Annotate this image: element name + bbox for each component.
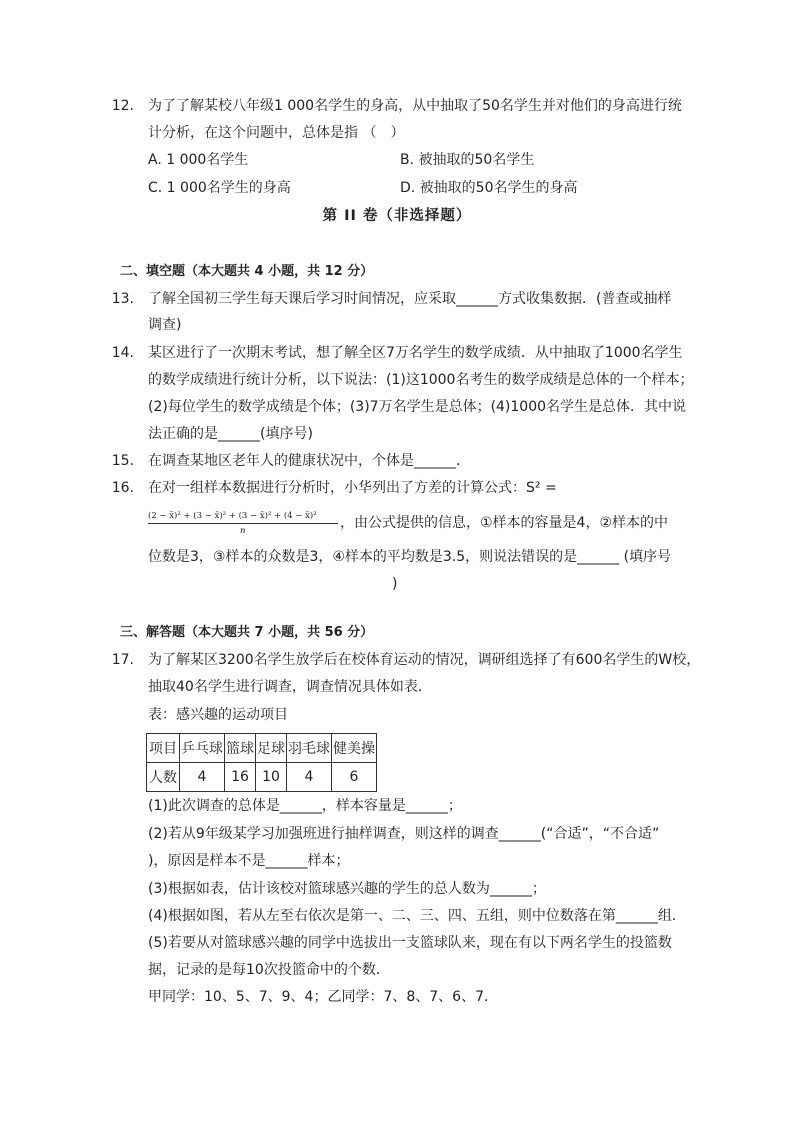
table-row bbox=[147, 763, 377, 792]
question-number-13: 13. bbox=[111, 291, 134, 307]
table-cell: 16 bbox=[225, 763, 256, 792]
question-14-text-line1: 某区进行了一次期末考试，想了解全区7万名学生的数学成绩．从中抽取了1000名学生 bbox=[148, 345, 683, 361]
question-17-part-5-line1: (5)若要从对篮球感兴趣的同学中选拔出一支篮球队来，现在有以下两名学生的投篮数 bbox=[148, 935, 672, 951]
question-17-text-line2: 抽取40名学生进行调查，调查情况具体如表． bbox=[148, 679, 432, 695]
section-3-heading: 三、解答题（本大题共 7 小题，共 56 分） bbox=[120, 625, 374, 640]
variance-formula-fraction-bar bbox=[148, 523, 338, 524]
question-number-15: 15. bbox=[111, 453, 134, 469]
variance-formula-denominator: n bbox=[240, 526, 246, 536]
question-16-text-line1: 在对一组样本数据进行分析时，小华列出了方差的计算公式：S² = bbox=[148, 480, 557, 496]
table-cell: 6 bbox=[332, 763, 377, 792]
table-cell: 4 bbox=[287, 763, 332, 792]
question-17-part-2-line2: )，原因是样本不是______样本； bbox=[148, 853, 350, 869]
question-13-text-line1: 了解全国初三学生每天课后学习时间情况，应采取______方式收集数据．(普查或抽样 bbox=[148, 291, 672, 307]
question-14-text-line4: 法正确的是______(填序号) bbox=[148, 426, 313, 442]
question-16-text-line3: 位数是3，③样本的众数是3，④样本的平均数是3.5，则说法错误的是______ (填序号 bbox=[148, 549, 672, 565]
question-17-text-line1: 为了解某区3200名学生放学后在校体育运动的情况，调研组选择了有600名学生的W校， bbox=[148, 652, 701, 668]
question-number-12: 12. bbox=[111, 98, 134, 114]
question-12-option-b: B. 被抽取的50名学生 bbox=[400, 152, 535, 168]
question-16-text-line2: ，由公式提供的信息，①样本的容量是4，②样本的中 bbox=[340, 515, 669, 531]
question-12-option-d: D. 被抽取的50名学生的身高 bbox=[400, 180, 578, 196]
table-header-cell: 足球 bbox=[256, 734, 287, 763]
question-12-text-line2: 计分析，在这个问题中，总体是指 （ ） bbox=[148, 125, 405, 141]
sports-interest-table bbox=[146, 733, 377, 792]
table-cell: 人数 bbox=[147, 763, 180, 792]
table-header-cell: 项目 bbox=[147, 734, 180, 763]
table-caption: 表：感兴趣的运动项目 bbox=[148, 707, 288, 723]
question-16-text-line4: ) bbox=[392, 576, 398, 592]
question-17-part-3: (3)根据如表，估计该校对篮球感兴趣的学生的总人数为______； bbox=[148, 881, 546, 897]
table-header-cell: 乒乓球 bbox=[180, 734, 225, 763]
question-17-part-5-line2: 据，记录的是每10次投篮命中的个数． bbox=[148, 962, 390, 978]
question-17-part-2-line1: (2)若从9年级某学习加强班进行抽样调查，则这样的调查______(“合适”，“不合适” bbox=[148, 826, 660, 842]
question-17-part-1: (1)此次调查的总体是______，样本容量是______； bbox=[148, 798, 462, 814]
table-header-cell: 健美操 bbox=[332, 734, 377, 763]
question-15-text-line1: 在调查某地区老年人的健康状况中，个体是______． bbox=[148, 453, 470, 469]
question-number-17: 17. bbox=[111, 652, 134, 668]
question-17-part-4: (4)根据如图，若从左至右依次是第一、二、三、四、五组，则中位数落在第______组． bbox=[148, 908, 686, 924]
table-header-row bbox=[147, 734, 377, 763]
question-14-text-line2: 的数学成绩进行统计分析，以下说法：(1)这1000名考生的数学成绩是总体的一个样本； bbox=[148, 372, 694, 388]
question-17-part-5-line3: 甲同学：10、5、7、9、4；乙同学：7、8、7、6、7． bbox=[148, 989, 498, 1005]
table-header-cell: 篮球 bbox=[225, 734, 256, 763]
volume-title: 第 II 卷（非选择题） bbox=[322, 208, 472, 224]
question-number-16: 16. bbox=[111, 480, 134, 496]
question-14-text-line3: (2)每位学生的数学成绩是个体；(3)7万名学生是总体；(4)1000名学生是总体．其中说 bbox=[148, 399, 687, 415]
table-cell: 10 bbox=[256, 763, 287, 792]
question-number-14: 14. bbox=[111, 345, 134, 361]
section-2-heading: 二、填空题（本大题共 4 小题，共 12 分） bbox=[120, 264, 374, 279]
question-12-option-c: C. 1 000名学生的身高 bbox=[148, 180, 291, 196]
table-cell: 4 bbox=[180, 763, 225, 792]
question-12-text-line1: 为了了解某校八年级1 000名学生的身高，从中抽取了50名学生并对他们的身高进行统 bbox=[148, 98, 682, 114]
question-13-text-line2: 调查) bbox=[148, 317, 182, 333]
variance-formula-numerator: (2 − x̄)² + (3 − x̄)² + (3 − x̄)² + (4 − x̄)² bbox=[148, 511, 317, 521]
question-12-option-a: A. 1 000名学生 bbox=[148, 152, 249, 168]
table-header-cell: 羽毛球 bbox=[287, 734, 332, 763]
